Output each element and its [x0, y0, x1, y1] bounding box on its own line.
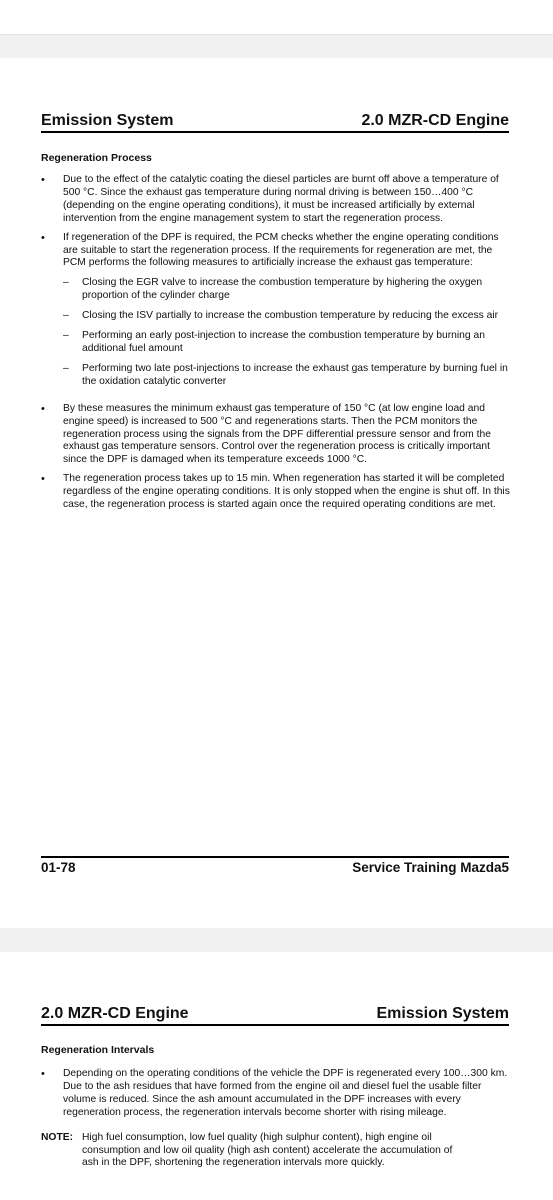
document-page-1 — [0, 58, 553, 928]
bullet-item — [41, 403, 511, 468]
header-right-title: Emission System — [376, 1005, 509, 1022]
bullet-item — [41, 473, 511, 512]
page-number: 01-78 — [41, 860, 76, 875]
bullet-text: By these measures the minimum exhaust gas temperature of 150 °C (at low engine load and engine speed) is increased to 500 °C and regenerations starts. Then the PCM monitors the regeneration process using the signals from the DPF differential pressure sensor and from the exhaust gas temperature sensors. Control over the regeneration process is critically important since the DPF is damaged when its temperature exceeds 1000 °C. — [63, 402, 491, 466]
note-text — [82, 1132, 511, 1171]
page-footer — [41, 856, 509, 875]
page-header — [41, 1005, 509, 1026]
section-title: Regeneration Process — [41, 152, 152, 164]
note-line: ash in the DPF, shortening the regeneration intervals more quickly. — [82, 1157, 385, 1169]
sub-list-item: – Closing the EGR valve to increase the combustion temperature by highering the oxygen proportion of the cylinder charge — [63, 277, 511, 303]
page-body — [41, 1068, 511, 1170]
header-left-title: 2.0 MZR-CD Engine — [41, 1005, 189, 1022]
sub-list — [63, 277, 511, 388]
footer-publication: Service Training Mazda5 — [352, 860, 509, 875]
bullet-text: The regeneration process takes up to 15 min. When regeneration has started it will be completed regardless of the engine operating conditions. It is only stopped when the engine is shut off. In this case, the regeneration process is started again once the required operating conditions are met. — [63, 473, 510, 511]
page-header — [41, 112, 509, 133]
header-right-title: 2.0 MZR-CD Engine — [361, 112, 509, 129]
section-title: Regeneration Intervals — [41, 1044, 155, 1056]
bullet-item — [41, 1068, 511, 1120]
bullet-text: Due to the effect of the catalytic coating the diesel particles are burnt off above a temperature of 500 °C. Since the exhaust gas temperature during normal driving is between 150…400 °C (depending on the engine operating conditions), it must be increased artificially by external intervention from the engine management system to start the regeneration process. — [63, 174, 499, 224]
page-body — [41, 174, 511, 518]
note-line: consumption and low oil quality (high ash content) accelerate the accumulation of — [82, 1144, 453, 1156]
note-line: High fuel consumption, low fuel quality (high sulphur content), high engine oil — [82, 1131, 432, 1143]
sub-list-item: – Performing an early post-injection to increase the combustion temperature by burning an additional fuel amount — [63, 330, 511, 356]
sub-list-item: – Performing two late post-injections to increase the exhaust gas temperature by burning fuel in the oxidation catalytic converter — [63, 363, 511, 389]
bullet-list — [41, 1068, 511, 1120]
document-page-2 — [0, 952, 553, 1200]
note-block — [41, 1132, 511, 1171]
bullet-item — [41, 232, 511, 389]
sub-list-item: – Closing the ISV partially to increase the combustion temperature by reducing the excess air — [63, 310, 511, 323]
bullet-text: Depending on the operating conditions of the vehicle the DPF is regenerated every 100…300 km. Due to the ash residues that have formed from the engine oil and diesel fuel the usable filter volume is reduced. Since the ash amount accumulated in the DPF increases with every regeneration process, the regeneration intervals become shorter with rising mileage. — [63, 1068, 508, 1118]
note-label: NOTE: — [41, 1131, 74, 1143]
viewer-top-strip — [0, 0, 553, 35]
bullet-text: If regeneration of the DPF is required, the PCM checks whether the engine operating conditions are suitable to start the regeneration process. If the requirements for regeneration are met, the PCM performs the following measures to artificially increase the exhaust gas temperature: — [63, 231, 499, 269]
bullet-item — [41, 174, 511, 226]
header-left-title: Emission System — [41, 112, 174, 129]
bullet-list — [41, 174, 511, 512]
